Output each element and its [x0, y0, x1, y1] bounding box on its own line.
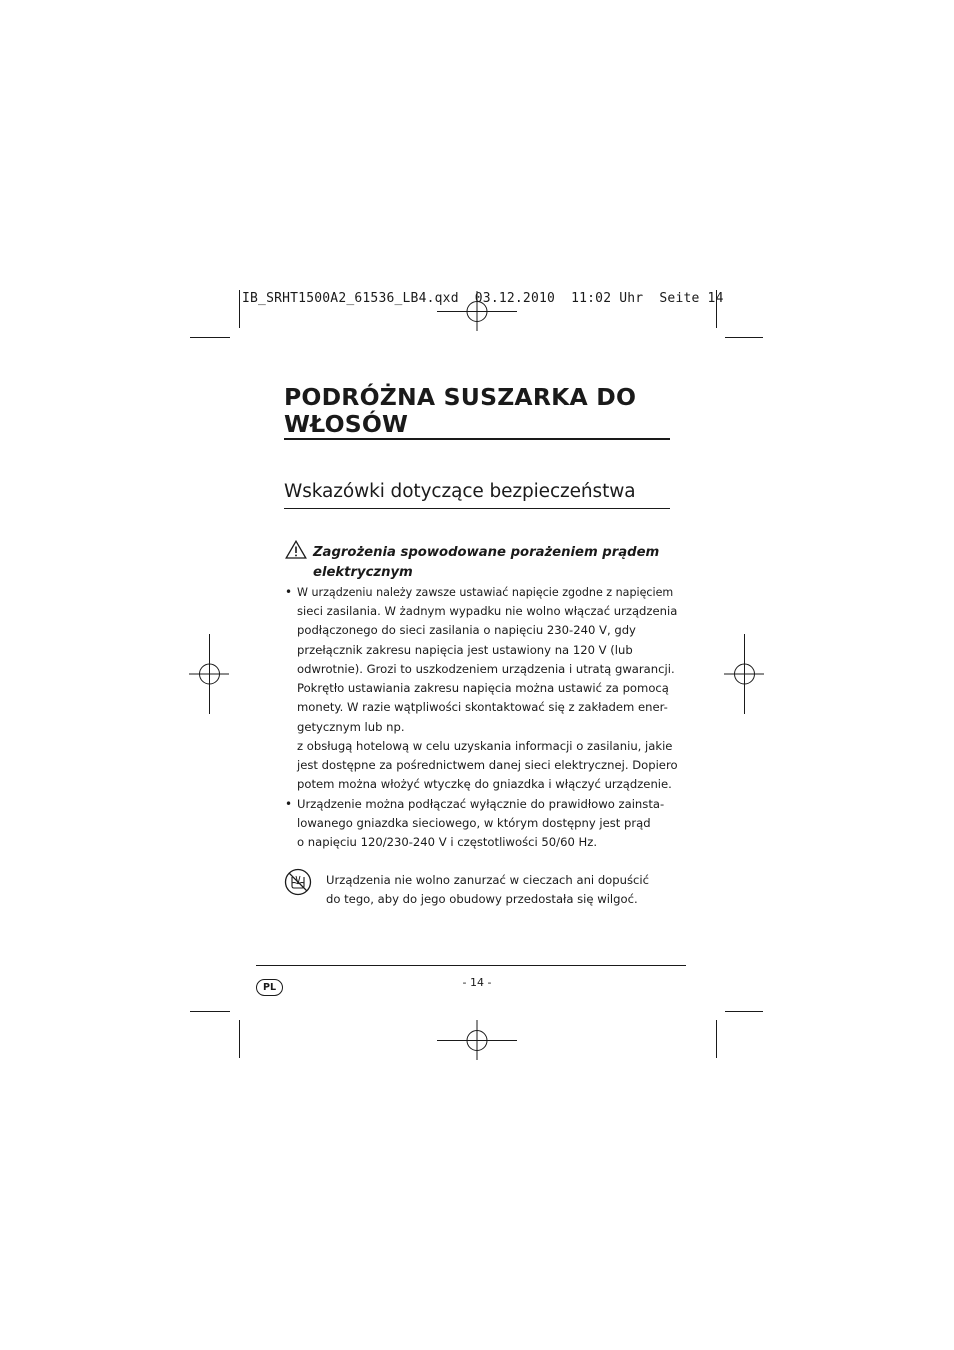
warning-heading: [313, 543, 673, 583]
bullet-line: getycznym lub np.: [297, 720, 405, 734]
page-title-line: PODRÓŻNA SUSZARKA DO: [284, 383, 637, 411]
no-water-immersion-icon: [284, 868, 312, 896]
bullet-line: przełącznik zakresu napięcia jest ustawiony na 120 V (lub: [297, 643, 633, 657]
bullet-line: potem można włożyć wtyczkę do gniazdka i włączyć urządzenie.: [297, 777, 672, 791]
bullet-line: Urządzenie można podłączać wyłącznie do prawidłowo zainsta-: [297, 797, 665, 811]
registration-mark-left: [189, 634, 229, 714]
page-title-line: WŁOSÓW: [284, 410, 409, 438]
warning-triangle-icon: [285, 540, 307, 559]
language-badge: PL: [256, 979, 283, 996]
page-title: [284, 384, 674, 438]
footer-rule: [256, 965, 686, 966]
bullet-line: podłączonego do sieci zasilania o napięciu 230-240 V, gdy: [297, 623, 636, 637]
registration-mark-bottom: [437, 1020, 517, 1060]
title-rule: [284, 438, 670, 440]
bullet-line: odwrotnie). Grozi to uszkodzeniem urządzenia i utratą gwarancji.: [297, 662, 675, 676]
bullet-line: lowanego gniazdka sieciowego, w którym dostępny jest prąd: [297, 816, 651, 830]
bullet-line: W urządzeniu należy zawsze ustawiać napięcie zgodne z napięciem: [297, 586, 674, 599]
bullet-marker: •: [285, 585, 293, 599]
bullet-line: jest dostępne za pośrednictwem danej sieci elektrycznej. Dopiero: [297, 758, 678, 772]
warning-heading-line: Zagrożenia spowodowane porażeniem prądem: [313, 545, 660, 560]
note-line: Urządzenia nie wolno zanurzać w cieczach ani dopuścić: [326, 873, 649, 887]
warning-heading-line: elektrycznym: [313, 565, 413, 580]
bullet-line: o napięciu 120/230-240 V i częstotliwości 50/60 Hz.: [297, 835, 597, 849]
registration-mark-right: [724, 634, 764, 714]
bullet-marker: •: [285, 797, 293, 811]
bullet-line: monety. W razie wątpliwości skontaktować się z zakładem ener-: [297, 700, 668, 714]
bullet-line: z obsługą hotelową w celu uzyskania informacji o zasilaniu, jakie: [297, 739, 673, 753]
section-heading: Wskazówki dotyczące bezpieczeństwa: [284, 481, 636, 502]
bullet-line: sieci zasilania. W żadnym wypadku nie wolno włączać urządzenia: [297, 604, 678, 618]
print-slug: IB_SRHT1500A2_61536_LB4.qxd 03.12.2010 11:02 Uhr Seite 14: [242, 291, 724, 306]
note-line: do tego, aby do jego obudowy przedostała się wilgoć.: [326, 892, 638, 906]
bullet-line: Pokrętło ustawiania zakresu napięcia można ustawić za pomocą: [297, 681, 669, 695]
page-number: - 14 -: [462, 976, 492, 989]
section-rule: [284, 508, 670, 509]
